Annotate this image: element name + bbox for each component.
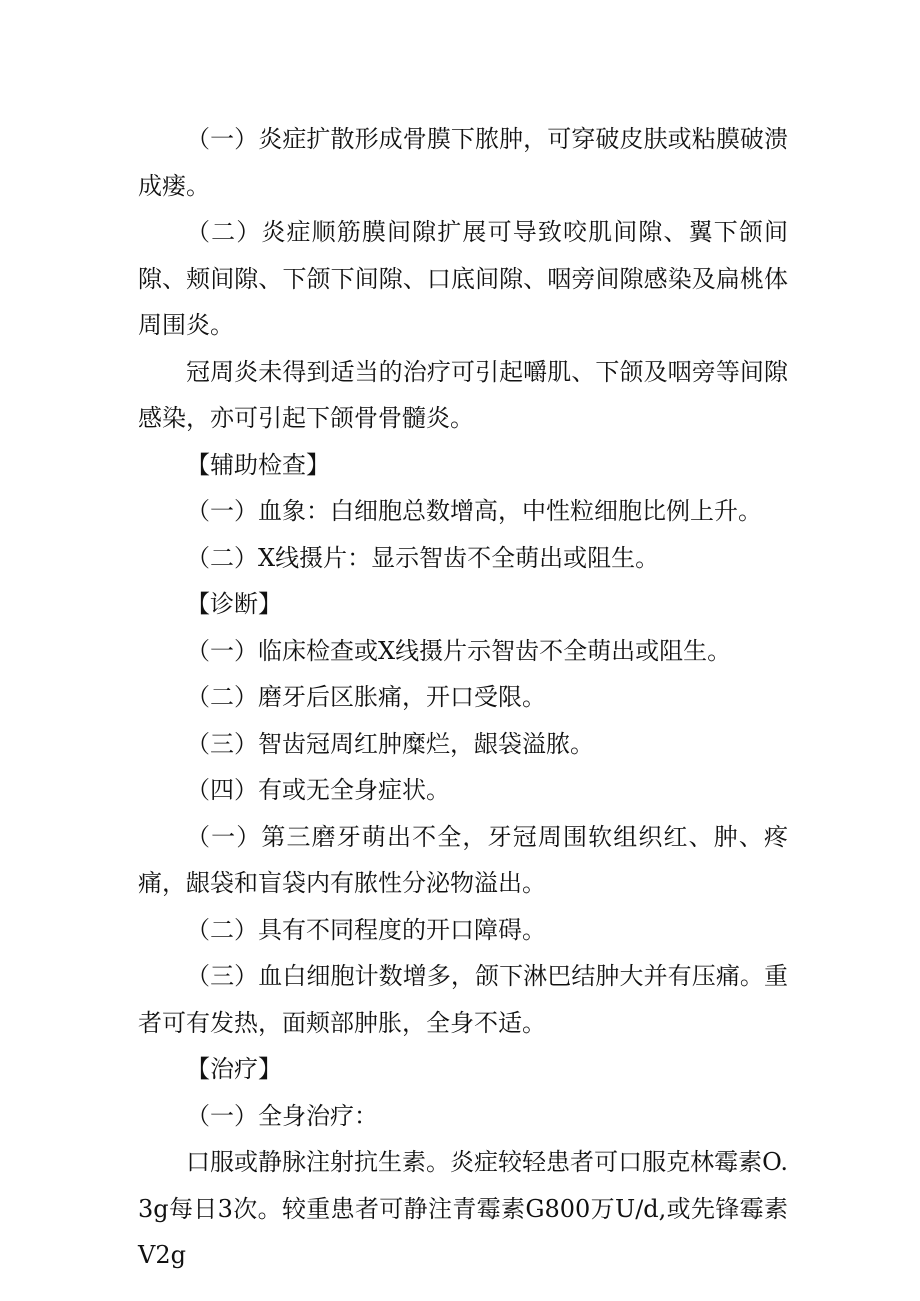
- paragraph-untreated-pericoronitis: 冠周炎未得到适当的治疗可引起嚼肌、下颌及咽旁等间隙感染，亦可引起下颌骨骨髓炎。: [138, 357, 788, 432]
- paragraph-diagnosis-1: （一）临床检查或X线摄片示智齿不全萌出或阻生。: [186, 636, 732, 665]
- section-heading-treatment: 【治疗】: [186, 1055, 282, 1083]
- paragraph-symptom-2: （二）具有不同程度的开口障碍。: [186, 915, 546, 944]
- paragraph-subperiosteal-abscess: （一）炎症扩散形成骨膜下脓肿，可穿破皮肤或粘膜破溃成瘘。: [138, 125, 788, 200]
- paragraph-symptom-3: （三）血白细胞计数增多，颌下淋巴结肿大并有压痛。重者可有发热，面颊部肿胀，全身不适。: [138, 962, 788, 1037]
- document-body: [138, 116, 788, 1279]
- paragraph-fascial-space-spread: （二）炎症顺筋膜间隙扩展可导致咬肌间隙、翼下颌间隙、颊间隙、下颌下间隙、口底间隙、咽旁间隙感染及扁桃体周围炎。: [138, 218, 788, 339]
- paragraph-blood-test: （一）血象：白细胞总数增高，中性粒细胞比例上升。: [186, 497, 762, 525]
- paragraph-systemic-treatment: （一）全身治疗：: [186, 1101, 378, 1130]
- section-heading-diagnosis: 【诊断】: [186, 590, 282, 618]
- paragraph-diagnosis-4: （四）有或无全身症状。: [186, 776, 450, 804]
- section-heading-auxiliary-exam: 【辅助检查】: [186, 450, 330, 479]
- paragraph-antibiotics: 口服或静脉注射抗生素。炎症较轻患者可口服克林霉素O.3g每日3次。较重患者可静注青霉素G800万U∕d,或先锋霉素V2g: [138, 1148, 788, 1269]
- paragraph-xray: （二）X线摄片：显示智齿不全萌出或阻生。: [186, 543, 660, 572]
- paragraph-diagnosis-2: （二）磨牙后区胀痛，开口受限。: [186, 683, 546, 711]
- paragraph-symptom-1: （一）第三磨牙萌出不全，牙冠周围软组织红、肿、疼痛，龈袋和盲袋内有脓性分泌物溢出。: [138, 822, 788, 897]
- paragraph-diagnosis-3: （三）智齿冠周红肿糜烂，龈袋溢脓。: [186, 729, 594, 758]
